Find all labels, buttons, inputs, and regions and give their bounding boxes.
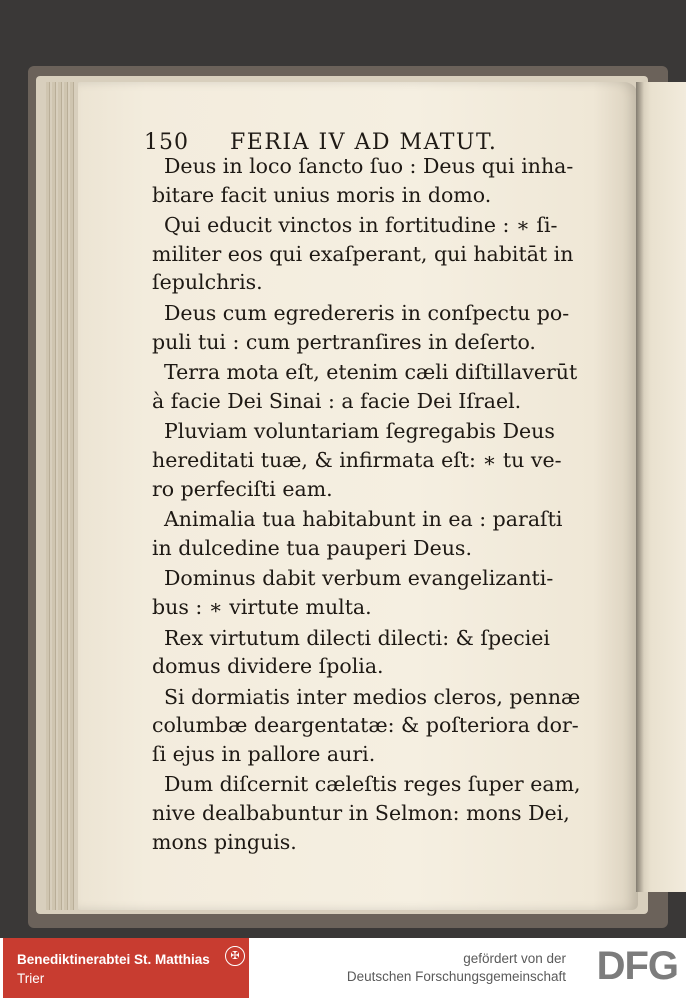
verse-line: hereditati tuæ, & infirmata eſt: ∗ tu ve- bbox=[152, 447, 562, 472]
gutter-shadow bbox=[636, 82, 644, 892]
funder-credit[interactable] bbox=[266, 938, 686, 998]
psalm-text bbox=[152, 152, 612, 858]
funder-name: Deutschen Forschungsgemeinschaft bbox=[346, 969, 566, 984]
running-title: FERIA IV AD MATUT. bbox=[230, 130, 498, 155]
verse bbox=[152, 683, 612, 769]
dfg-logo: DFG bbox=[596, 944, 678, 988]
verse bbox=[152, 564, 612, 621]
verse-line: Si dormiatis inter medios cleros, pennæ bbox=[164, 684, 581, 709]
page-leaf bbox=[58, 82, 62, 910]
verse-line: puli tui : cum pertranſires in deſerto. bbox=[152, 329, 536, 354]
funded-by-label: gefördert von der bbox=[463, 951, 566, 966]
abbey-emblem-icon: ✠ bbox=[225, 946, 245, 966]
verse-line: Dum diſcernit cæleſtis reges ſuper eam, bbox=[164, 772, 581, 797]
verse-line: Deus cum egredereris in conſpectu po- bbox=[164, 300, 570, 325]
verse-line: Animalia tua habitabunt in ea : paraſti bbox=[164, 507, 563, 532]
verse bbox=[152, 417, 612, 503]
verse-line: à facie Dei Sinai : a facie Dei Iſrael. bbox=[152, 388, 522, 413]
verse-line: mons pinguis. bbox=[152, 829, 297, 854]
verse-line: domus dividere ſpolia. bbox=[152, 654, 384, 679]
page-leaf bbox=[64, 82, 68, 910]
verse-line: ro perfeciſti eam. bbox=[152, 476, 333, 501]
verse-line: in dulcedine tua pauperi Deus. bbox=[152, 535, 472, 560]
page-number: 150 bbox=[144, 130, 189, 155]
verse-line: columbæ deargentatæ: & poſteriora dor- bbox=[152, 713, 579, 738]
verse-line: Rex virtutum dilecti dilecti: & ſpeciei bbox=[164, 625, 550, 650]
verse bbox=[152, 299, 612, 356]
page-leaf bbox=[46, 82, 50, 910]
verse-line: bitare facit unius moris in domo. bbox=[152, 182, 492, 207]
verse-line: Pluviam voluntariam ſegregabis Deus bbox=[164, 419, 555, 444]
verse-line: nive dealbabuntur in Selmon: mons Dei, bbox=[152, 801, 570, 826]
verse bbox=[152, 152, 612, 209]
institution-badge[interactable] bbox=[3, 938, 249, 998]
page-leaf bbox=[52, 82, 56, 910]
verse-line: Terra mota eſt, etenim cæli diſtillaverūt bbox=[164, 360, 578, 385]
verse bbox=[152, 770, 612, 856]
verse bbox=[152, 358, 612, 415]
verse bbox=[152, 505, 612, 562]
verse-line: ſi ejus in pallore auri. bbox=[152, 741, 376, 766]
verse-line: Qui educit vinctos in fortitudine : ∗ ſi- bbox=[164, 213, 558, 238]
institution-name: Benediktinerabtei St. Matthias bbox=[17, 952, 210, 967]
verse-line: Dominus dabit verbum evangelizanti- bbox=[164, 566, 554, 591]
institution-city: Trier bbox=[17, 971, 45, 986]
verse-line: militer eos qui exaſperant, qui habitāt in bbox=[152, 241, 574, 266]
verse-line: Deus in loco ſancto ſuo : Deus qui inha- bbox=[164, 154, 574, 178]
verse bbox=[152, 211, 612, 297]
verse-line: ſepulchris. bbox=[152, 270, 263, 295]
verse-line: bus : ∗ virtute multa. bbox=[152, 594, 372, 619]
verse bbox=[152, 624, 612, 681]
page-leaf bbox=[70, 82, 74, 910]
footer-bar bbox=[0, 938, 686, 1000]
